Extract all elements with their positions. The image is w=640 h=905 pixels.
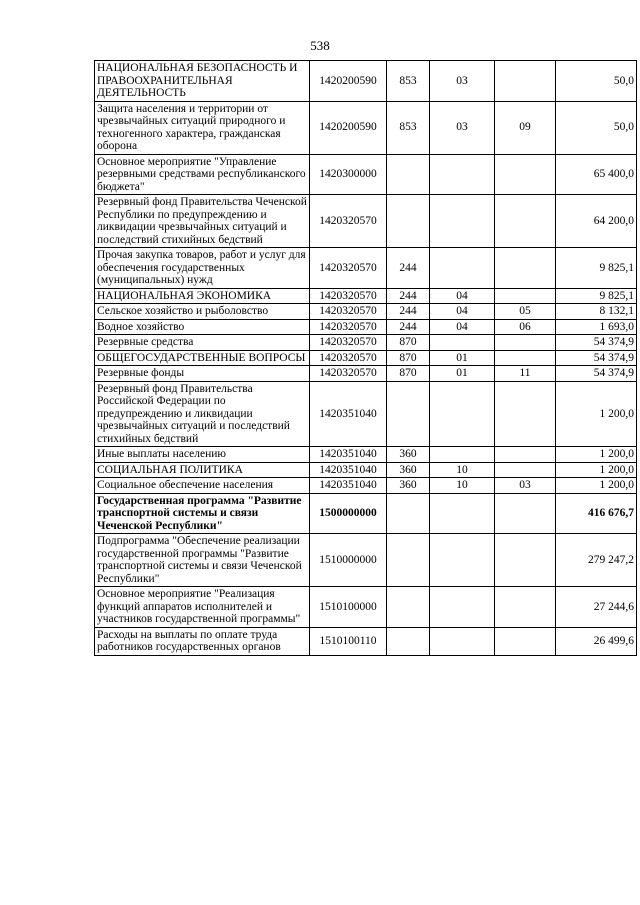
table-row [95,534,637,587]
cell-target-code: 1420351040 [310,381,387,447]
cell-amount: 9 825,1 [556,288,637,304]
cell-section [430,534,495,587]
cell-section: 03 [430,61,495,102]
cell-name: Иные выплаты населению [95,447,310,463]
cell-amount: 416 676,7 [556,493,637,534]
table-row [95,493,637,534]
cell-expense-type: 870 [387,366,430,382]
table-row [95,319,637,335]
cell-section: 10 [430,462,495,478]
cell-target-code: 1510100000 [310,587,387,628]
cell-amount: 9 825,1 [556,248,637,289]
cell-name: Резервный фонд Правительства Чеченской Республики по предупреждению и ликвидации чрезвычайных ситуаций и последствий стихийных бедствий [95,195,310,248]
cell-name: СОЦИАЛЬНАЯ ПОЛИТИКА [95,462,310,478]
cell-amount: 50,0 [556,101,637,154]
cell-amount: 8 132,1 [556,304,637,320]
cell-name: Резервный фонд Правительства Российской Федерации по предупреждению и ликвидации чрезвычайных ситуаций и последствий стихийных бедствий [95,381,310,447]
cell-target-code: 1500000000 [310,493,387,534]
cell-section [430,248,495,289]
cell-subsection: 11 [495,366,556,382]
cell-name: Резервные фонды [95,366,310,382]
cell-target-code: 1510100110 [310,627,387,655]
cell-name: Основное мероприятие "Реализация функций аппаратов исполнителей и участников государственной программы" [95,587,310,628]
table-row [95,627,637,655]
cell-amount: 1 200,0 [556,462,637,478]
cell-name: НАЦИОНАЛЬНАЯ ЭКОНОМИКА [95,288,310,304]
cell-section: 03 [430,101,495,154]
cell-amount: 279 247,2 [556,534,637,587]
cell-name: ОБЩЕГОСУДАРСТВЕННЫЕ ВОПРОСЫ [95,350,310,366]
cell-subsection [495,154,556,195]
table-row [95,288,637,304]
table-row [95,478,637,494]
cell-section [430,195,495,248]
cell-amount: 26 499,6 [556,627,637,655]
cell-subsection [495,288,556,304]
cell-expense-type: 244 [387,248,430,289]
cell-expense-type [387,493,430,534]
cell-target-code: 1420320570 [310,350,387,366]
table-row [95,381,637,447]
cell-name: Государственная программа "Развитие транспортной системы и связи Чеченской Республики" [95,493,310,534]
table-row [95,587,637,628]
cell-expense-type [387,154,430,195]
cell-name: Водное хозяйство [95,319,310,335]
table-row [95,462,637,478]
cell-name: Сельское хозяйство и рыболовство [95,304,310,320]
cell-expense-type: 360 [387,478,430,494]
cell-subsection [495,381,556,447]
cell-name: Основное мероприятие "Управление резервными средствами республиканского бюджета" [95,154,310,195]
cell-target-code: 1510000000 [310,534,387,587]
cell-name: НАЦИОНАЛЬНАЯ БЕЗОПАСНОСТЬ И ПРАВООХРАНИТЕЛЬНАЯ ДЕЯТЕЛЬНОСТЬ [95,61,310,102]
table-row [95,154,637,195]
cell-target-code: 1420320570 [310,288,387,304]
cell-subsection [495,534,556,587]
cell-amount: 1 200,0 [556,381,637,447]
cell-section: 10 [430,478,495,494]
cell-target-code: 1420320570 [310,195,387,248]
cell-section: 04 [430,304,495,320]
cell-subsection: 09 [495,101,556,154]
table-row [95,335,637,351]
cell-expense-type: 360 [387,447,430,463]
cell-name: Расходы на выплаты по оплате труда работников государственных органов [95,627,310,655]
table-row [95,248,637,289]
cell-name: Прочая закупка товаров, работ и услуг для обеспечения государственных (муниципальных) нужд [95,248,310,289]
cell-amount: 1 200,0 [556,478,637,494]
cell-expense-type [387,195,430,248]
cell-expense-type: 244 [387,304,430,320]
cell-expense-type [387,587,430,628]
cell-target-code: 1420351040 [310,462,387,478]
cell-amount: 50,0 [556,61,637,102]
cell-subsection [495,627,556,655]
table-row [95,195,637,248]
cell-name: Подпрограмма "Обеспечение реализации государственной программы "Развитие транспортной системы и связи Чеченской Республики" [95,534,310,587]
cell-subsection [495,248,556,289]
cell-subsection [495,195,556,248]
cell-amount: 54 374,9 [556,335,637,351]
cell-subsection [495,335,556,351]
table-row [95,366,637,382]
cell-expense-type: 870 [387,335,430,351]
page-number: 538 [310,38,330,53]
cell-expense-type: 360 [387,462,430,478]
cell-subsection: 03 [495,478,556,494]
cell-section [430,447,495,463]
cell-name: Резервные средства [95,335,310,351]
cell-target-code: 1420320570 [310,366,387,382]
cell-target-code: 1420320570 [310,335,387,351]
cell-expense-type [387,381,430,447]
cell-section [430,627,495,655]
cell-section: 04 [430,288,495,304]
cell-section: 01 [430,366,495,382]
budget-table-body [95,61,637,656]
cell-target-code: 1420200590 [310,101,387,154]
cell-name: Социальное обеспечение населения [95,478,310,494]
cell-target-code: 1420320570 [310,319,387,335]
cell-expense-type: 853 [387,61,430,102]
cell-amount: 54 374,9 [556,350,637,366]
cell-expense-type [387,627,430,655]
cell-subsection: 06 [495,319,556,335]
cell-amount: 27 244,6 [556,587,637,628]
cell-subsection: 05 [495,304,556,320]
cell-subsection [495,587,556,628]
cell-section: 04 [430,319,495,335]
table-row [95,350,637,366]
cell-expense-type: 244 [387,288,430,304]
cell-section [430,335,495,351]
cell-section: 01 [430,350,495,366]
table-row [95,304,637,320]
cell-section [430,154,495,195]
cell-expense-type: 853 [387,101,430,154]
cell-target-code: 1420200590 [310,61,387,102]
cell-expense-type [387,534,430,587]
cell-subsection [495,447,556,463]
cell-target-code: 1420300000 [310,154,387,195]
cell-section [430,493,495,534]
cell-target-code: 1420351040 [310,447,387,463]
cell-section [430,587,495,628]
cell-subsection [495,462,556,478]
cell-amount: 1 200,0 [556,447,637,463]
table-row [95,101,637,154]
table-row [95,61,637,102]
cell-section [430,381,495,447]
table-row [95,447,637,463]
cell-subsection [495,350,556,366]
cell-expense-type: 870 [387,350,430,366]
budget-table [94,60,637,656]
cell-target-code: 1420320570 [310,304,387,320]
cell-amount: 64 200,0 [556,195,637,248]
cell-amount: 54 374,9 [556,366,637,382]
cell-amount: 65 400,0 [556,154,637,195]
cell-target-code: 1420351040 [310,478,387,494]
cell-expense-type: 244 [387,319,430,335]
cell-subsection [495,493,556,534]
cell-amount: 1 693,0 [556,319,637,335]
cell-name: Защита населения и территории от чрезвычайных ситуаций природного и техногенного характера, гражданская оборона [95,101,310,154]
cell-target-code: 1420320570 [310,248,387,289]
cell-subsection [495,61,556,102]
